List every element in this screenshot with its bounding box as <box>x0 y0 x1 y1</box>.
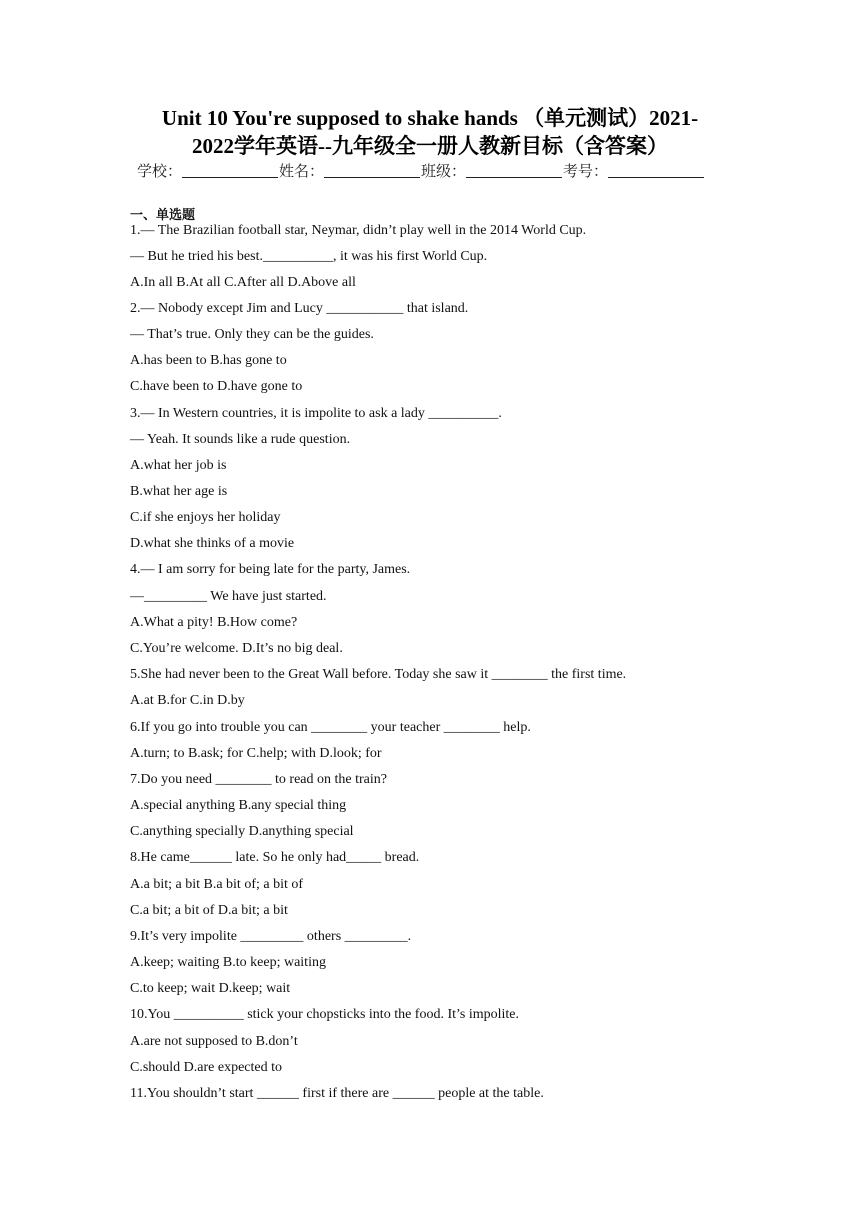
question-line: 3.— In Western countries, it is impolite to ask a lady __________. <box>130 406 502 421</box>
question-line: A.What a pity! B.How come? <box>130 615 298 630</box>
question-line: 4.— I am sorry for being late for the party, James. <box>130 562 411 577</box>
school-label: 学校： <box>137 164 183 180</box>
question-line: — Yeah. It sounds like a rude question. <box>130 432 351 447</box>
question-line: A.what her job is <box>130 458 227 473</box>
section-heading: 一、单选题 <box>130 208 196 223</box>
student-info-row <box>137 160 705 181</box>
question-line: C.have been to D.have gone to <box>130 379 303 394</box>
question-line: 9.It’s very impolite _________ others _________. <box>130 929 412 944</box>
question-line: A.a bit; a bit B.a bit of; a bit of <box>130 877 304 892</box>
question-line: C.You’re welcome. D.It’s no big deal. <box>130 641 343 656</box>
class-label: 班级： <box>421 164 467 180</box>
question-line: A.turn; to B.ask; for C.help; with D.look; for <box>130 746 382 761</box>
question-line: C.if she enjoys her holiday <box>130 510 281 525</box>
question-line: C.to keep; wait D.keep; wait <box>130 981 291 996</box>
number-label: 考号： <box>563 164 609 180</box>
question-line: C.should D.are expected to <box>130 1060 283 1075</box>
question-line: A.has been to B.has gone to <box>130 353 287 368</box>
question-line: A.special anything B.any special thing <box>130 798 347 813</box>
title-line-2: 2022学年英语--九年级全一册人教新目标（含答案） <box>192 134 668 158</box>
question-line: 10.You __________ stick your chopsticks into the food. It’s impolite. <box>130 1007 520 1022</box>
question-line: 6.If you go into trouble you can ________ your teacher ________ help. <box>130 720 531 735</box>
name-blank <box>324 163 420 178</box>
question-line: 5.She had never been to the Great Wall before. Today she saw it ________ the first time. <box>130 667 627 682</box>
class-blank <box>466 163 562 178</box>
question-line: 1.— The Brazilian football star, Neymar, didn’t play well in the 2014 World Cup. <box>130 223 587 238</box>
question-line: — But he tried his best.__________, it was his first World Cup. <box>130 249 488 264</box>
question-line: A.In all B.At all C.After all D.Above all <box>130 275 356 290</box>
question-line: C.a bit; a bit of D.a bit; a bit <box>130 903 288 918</box>
number-blank <box>608 163 704 178</box>
question-line: 11.You shouldn’t start ______ first if there are ______ people at the table. <box>130 1086 544 1101</box>
document-title <box>120 104 740 160</box>
question-line: —_________ We have just started. <box>130 589 327 604</box>
question-line: C.anything specially D.anything special <box>130 824 354 839</box>
question-line: 7.Do you need ________ to read on the train? <box>130 772 387 787</box>
question-line: A.at B.for C.in D.by <box>130 693 245 708</box>
question-line: A.are not supposed to B.don’t <box>130 1034 298 1049</box>
title-line-1: Unit 10 You're supposed to shake hands （单元测试）2021- <box>161 106 699 130</box>
name-label: 姓名： <box>279 164 325 180</box>
question-line: A.keep; waiting B.to keep; waiting <box>130 955 326 970</box>
school-blank <box>182 163 278 178</box>
question-line: — That’s true. Only they can be the guides. <box>130 327 374 342</box>
question-line: D.what she thinks of a movie <box>130 536 295 551</box>
question-line: 8.He came______ late. So he only had_____ bread. <box>130 850 420 865</box>
question-line: B.what her age is <box>130 484 228 499</box>
question-line: 2.— Nobody except Jim and Lucy ___________ that island. <box>130 301 469 316</box>
